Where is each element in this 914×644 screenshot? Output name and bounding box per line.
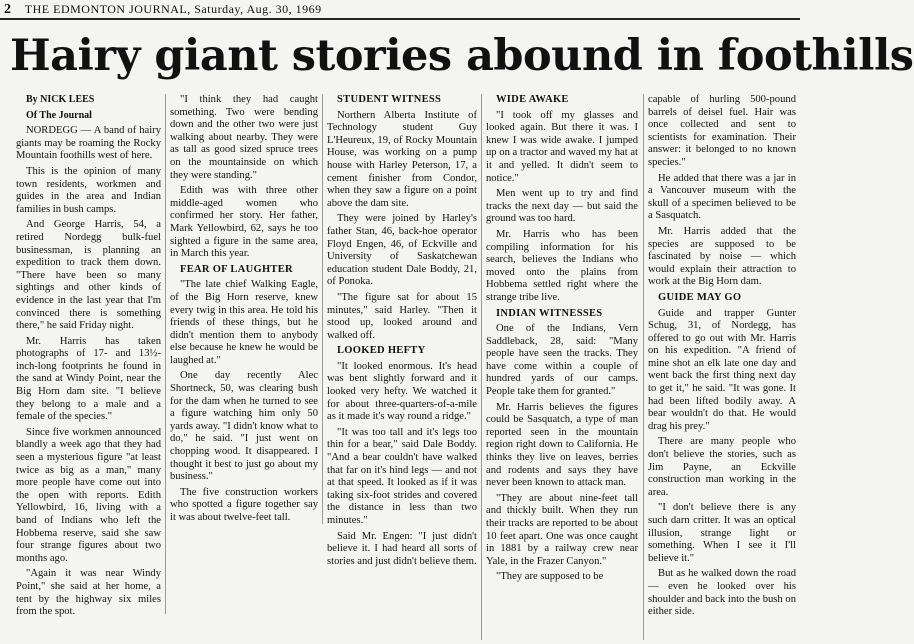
byline-author: By NICK LEES (26, 94, 95, 105)
column-divider (481, 94, 482, 640)
column-divider (643, 94, 644, 640)
subheading-wide-awake: WIDE AWAKE (496, 94, 569, 105)
paragraph: Men went up to try and find tracks the next day — but said the ground was too hard. (486, 188, 638, 225)
paragraph: But as he walked down the road — even he looked over his shoulder and back into the bush on either side. (648, 568, 796, 618)
byline-affiliation: Of The Journal (26, 109, 92, 121)
article-column-3 (327, 94, 477, 644)
paragraph: "It looked enormous. It's head was bent slightly forward and it looked very hefty. We watched it for about three-quarters-of-a-mile as it made it's way round a ridge." (327, 360, 477, 423)
paragraph: He added that there was a jar in a Vancouver museum with the skull of a specimen believed to be a Sasquatch. (648, 172, 796, 222)
subheading-indian-witnesses: INDIAN WITNESSES (496, 307, 603, 319)
headline: Hairy giant stories abound in foothills (10, 31, 914, 81)
paragraph: They were joined by Harley's father Stan, 46, back-hoe operator Floyd Engen, 46, of Eckville and University of Saskatchewan education student Dale Boddy, 21, of Ponoka. (327, 213, 477, 288)
paragraph: capable of hurling 500-pound barrels of deisel fuel. Hair was once collected and sent to scientists for examination. Their answer: it belonged to no known species." (648, 94, 796, 168)
column-divider (165, 94, 166, 614)
paragraph: "It was too tall and it's legs too thin for a bear," said Dale Boddy. "And a bear couldn't have walked that far on it's hind legs — and not at that speed. It looked as if it was taking six-foot strides and covered the distance in less than two minutes." (327, 426, 477, 526)
article-column-5 (648, 94, 796, 640)
paragraph: This is the opinion of many town residents, workmen and guides in the area and Indian families in bush camps. (16, 165, 161, 215)
paragraph: Mr. Harris who has been compiling information for his search, believes the Indians who moved onto the plains from Hobbema settled right where the strange tribe live. (486, 228, 638, 303)
paragraph: "I took off my glasses and looked again. But there it was. I knew I was wide awake. I jumped up on a tractor and waved my hat at it and yelled. It didn't seem to notice." (486, 109, 638, 184)
paragraph: The five construction workers who spotted a figure together say it was about twelve-feet tall. (170, 486, 318, 523)
paragraph: Since five workmen announced blandly a week ago that they had seen a mysterious figure "at least twice as big as a man," many more people have come out into the open with reports. Edith Yellowbird, 16, living with a band of Indians who left the Hobbema reserve, said she saw four strange figures about two months ago. (16, 426, 161, 564)
masthead (4, 2, 794, 18)
paragraph: "The figure sat for about 15 minutes," said Harley. "Then it stood up, looked around and walked off. (327, 291, 477, 341)
paragraph: "I think they had caught something. Two were bending down and the other two were just walking about nearby. They were as tall as good sized spruce trees on the mountainside on which they were standing." (170, 94, 318, 181)
paragraph: Mr. Harris believes the figures could be Sasquatch, a type of man reported seen in the mountain region right down to California. He thinks they live on leaves, berries and rodents and says they have never been known to attack man. (486, 401, 638, 489)
subheading-guide-may-go: GUIDE MAY GO (658, 291, 742, 303)
paragraph: Northern Alberta Institute of Technology student Guy L'Heureux, 19, of Rocky Mountain House, was working on a pump house with Harley Peterson, 17, a cement finisher from Condor, when they saw a figure on a point above the dam site. (327, 109, 477, 209)
paragraph: NORDEGG — A band of hairy giants may be roaming the Rocky Mountain foothills west of here. (16, 125, 161, 162)
subheading-fear-of-laughter: FEAR OF LAUGHTER (180, 263, 293, 275)
paragraph: "The late chief Walking Eagle, of the Big Horn reserve, knew every twig in this area. He told his friends of these things, but he didn't mention them to anybody else because he knew he would be laughed at." (170, 279, 318, 366)
paragraph: "Again it was near Windy Point," she said at her home, a tent by the highway six miles from the spot. (16, 568, 161, 618)
article-column-1 (16, 94, 161, 640)
column-divider (322, 94, 323, 524)
paragraph: There are many people who don't believe the stories, such as Jim Payne, an Eckville construction man working in the area. (648, 436, 796, 498)
paragraph: Mr. Harris added that the species are supposed to be fascinated by noise — which would explain their attraction to work at the Big Horn dam. (648, 225, 796, 288)
subheading-looked-hefty: LOOKED HEFTY (337, 345, 426, 357)
subheading-student-witness: STUDENT WITNESS (337, 94, 442, 105)
paragraph: One of the Indians, Vern Saddleback, 28, said: "Many people have seen the tracks. They have come within a couple of hundred yards of our camps. People take them for granted." (486, 323, 638, 398)
paragraph: Said Mr. Engen: "I just didn't believe it. I had heard all sorts of stories and just didn't believe them. (327, 530, 477, 567)
paragraph: "They are supposed to be (496, 571, 604, 583)
paragraph: One day recently Alec Shortneck, 50, was clearing bush for the dam when he turned to see a figure watching him only 50 yards away. "I didn't know what to do," he said. "I just went on chopping wood. It disappeared. I thought it best to just go about my business." (170, 370, 318, 483)
masthead-title: THE EDMONTON JOURNAL, Saturday, Aug. 30, 1969 (24, 2, 322, 16)
article-column-4 (486, 94, 638, 640)
paragraph: Mr. Harris has taken photographs of 17- and 13½-inch-long footprints he found in the sand at Windy Point, near the Big Horn dam site. "I believe they belong to a male and a female of the species." (16, 335, 161, 423)
masthead-rule (0, 18, 800, 20)
article-column-2 (170, 94, 318, 524)
paragraph: "I don't believe there is any such darn critter. It was an optical illusion, strange light or something. When I see it I'll believe it." (648, 502, 796, 564)
paragraph: And George Harris, 54, a retired Nordegg bulk-fuel businessman, is planning an expedition to track them down. "There have been so many sightings and other kinds of evidence in the last year that I'm convinced there is something there," he said Friday night. (16, 219, 161, 332)
paragraph: Guide and trapper Gunter Schug, 31, of Nordegg, has offered to go out with Mr. Harris on his expedition. "A friend of mine shot an elk late one day and went back the first thing next day to get it," he said. "It was gone. It had been lifted bodily away. A bear wouldn't do that. He would drag his prey." (648, 307, 796, 432)
paragraph: "They are about nine-feet tall and thickly built. When they run their tracks are reported to be about 10 feet apart. One was once caught in 1881 by a railway crew near Yale, in the Frazer Canyon." (486, 492, 638, 567)
paragraph: Edith was with three other middle-aged women who confirmed her story. Her father, Mark Yellowbird, 62, says he too sighted a figure in the same area, in March this year. (170, 185, 318, 260)
page-number: 2 (4, 2, 12, 17)
